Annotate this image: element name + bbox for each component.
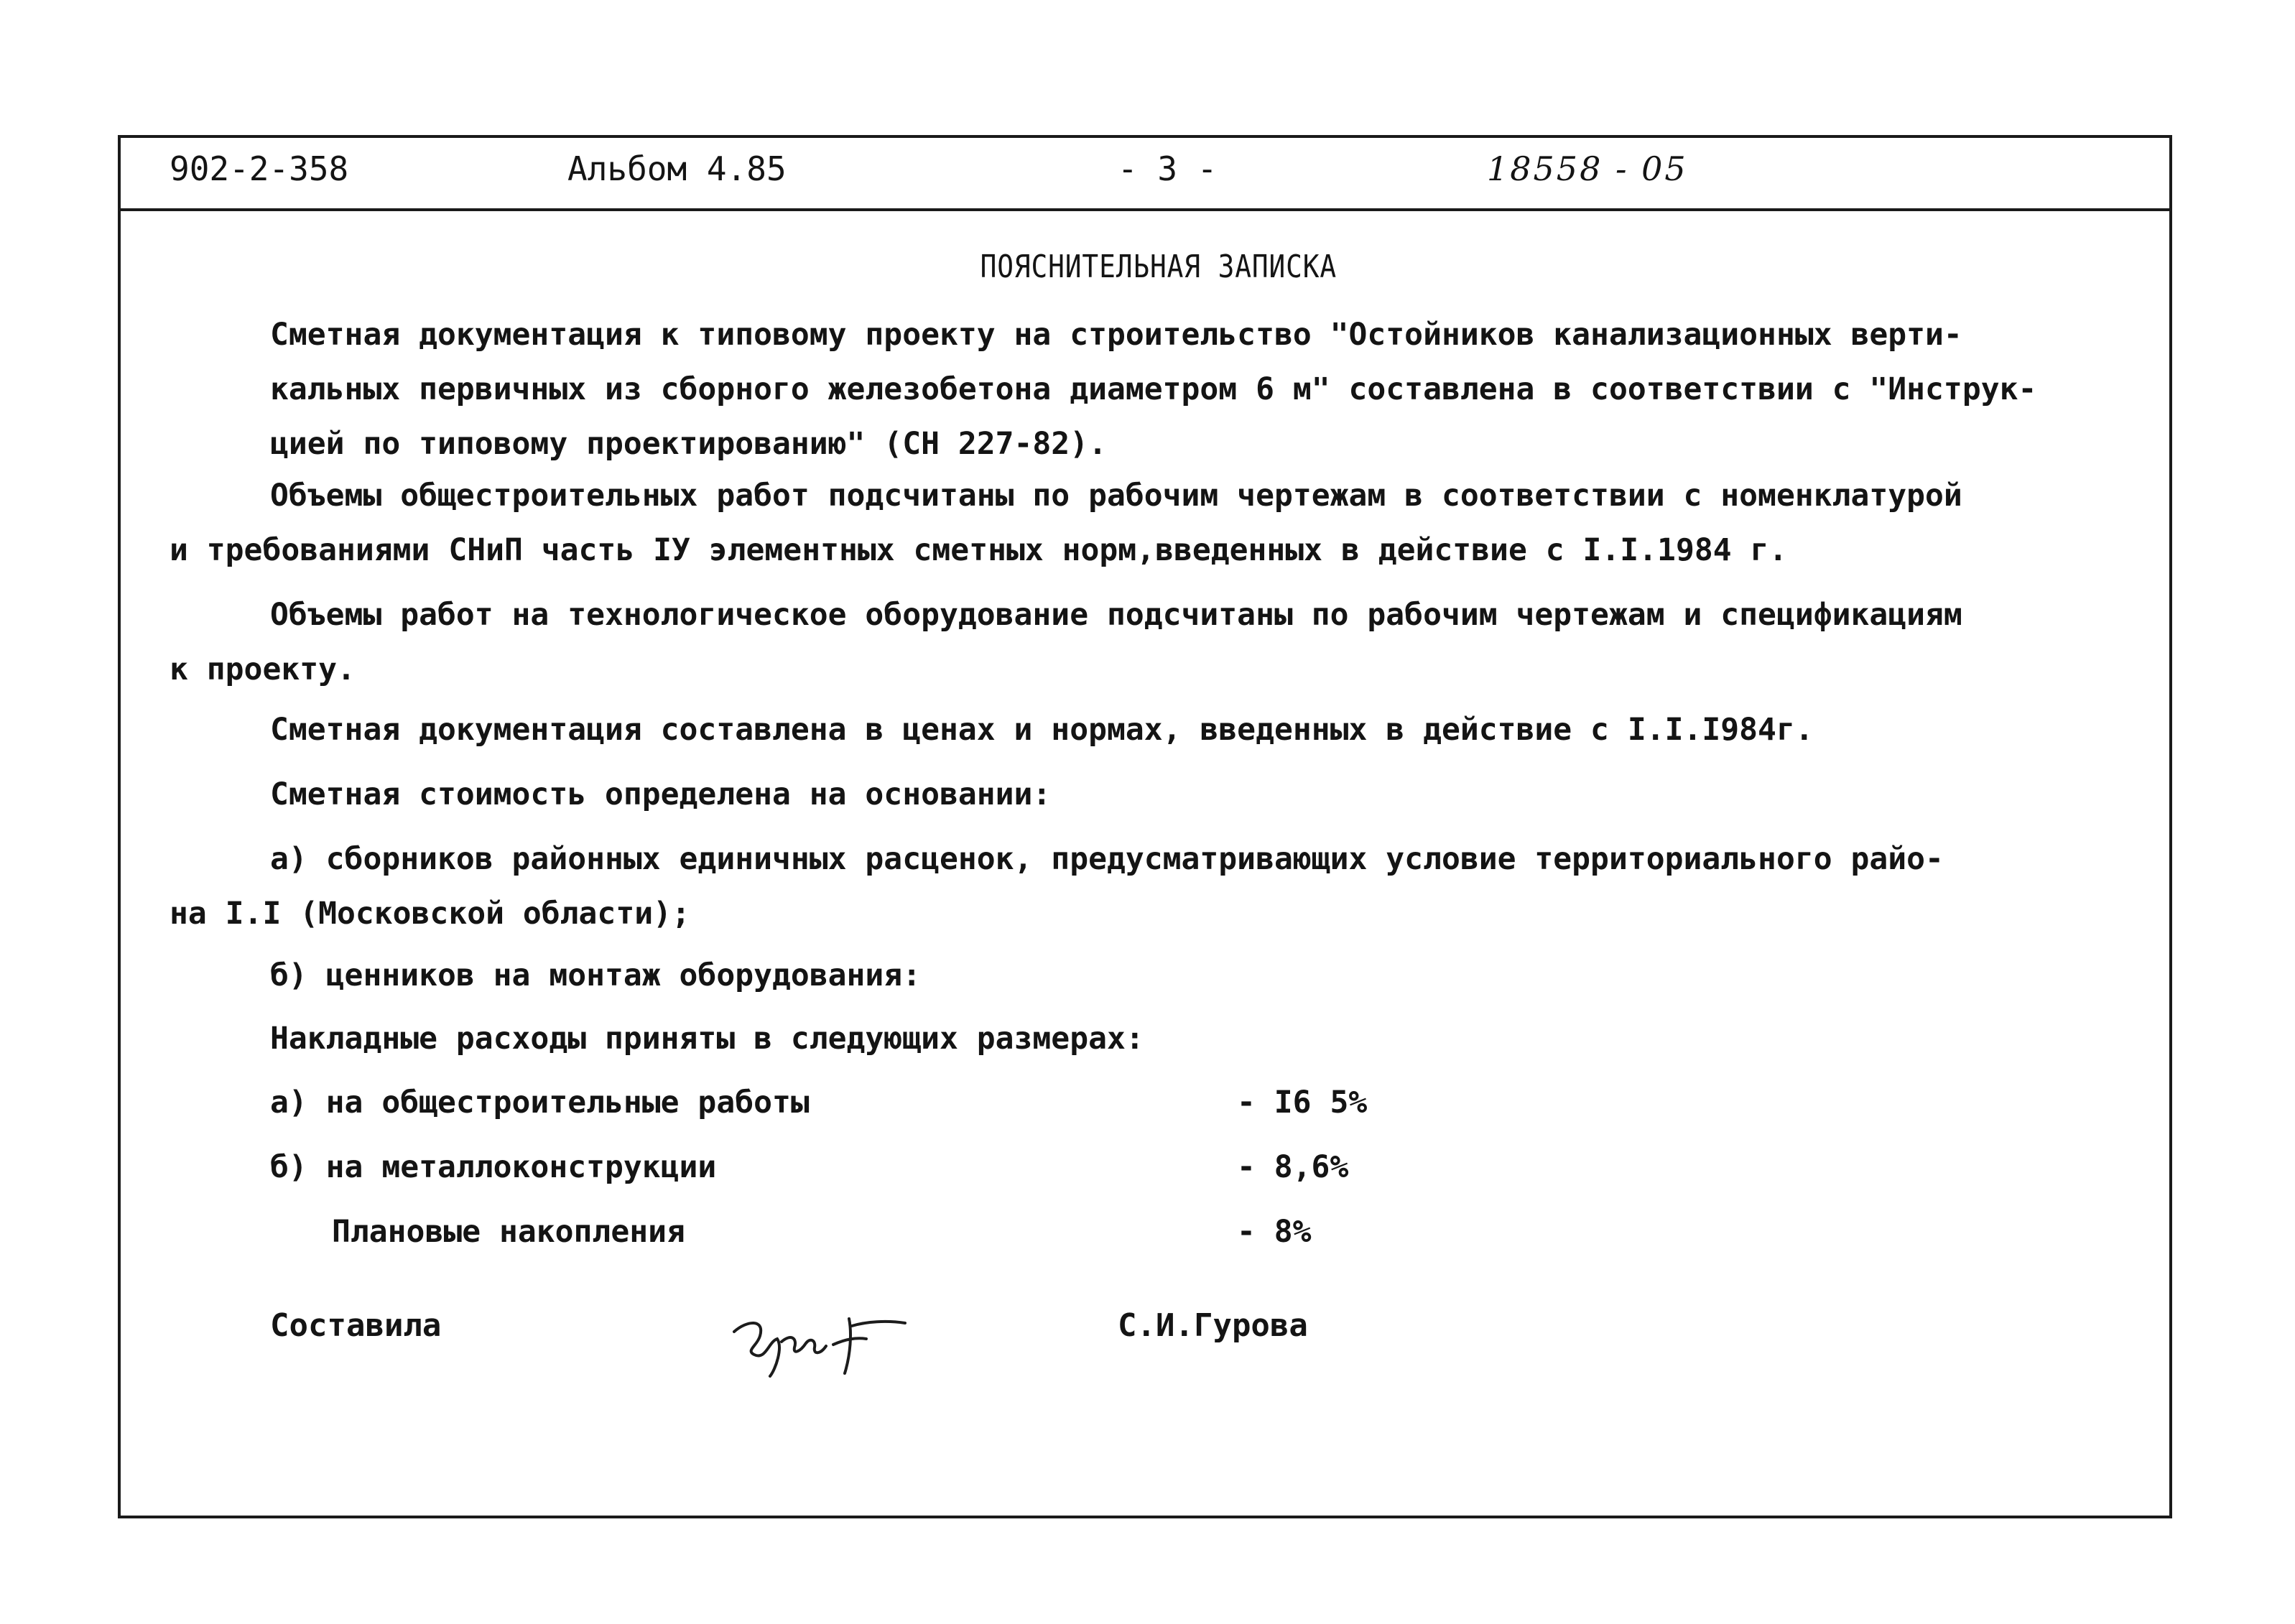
rate-value: - I6 5% (1237, 1085, 1368, 1120)
rate-value: - 8% (1237, 1214, 1312, 1250)
signoff-label: Составила (270, 1307, 442, 1344)
document-code: 902-2-358 (170, 149, 349, 188)
paragraph-basis-b: б) ценников на монтаж оборудования: (270, 957, 922, 993)
rate-label: Плановые накопления (332, 1214, 685, 1250)
paragraph-prices: Сметная документация составлена в ценах и нормах, введенных в действие с I.I.I984г. (270, 712, 1814, 748)
paragraph-volumes-construction (170, 468, 1962, 577)
handwritten-registration-number: 18558 - 05 (1487, 149, 1688, 188)
album-label: Альбом 4.85 (567, 149, 787, 188)
paragraph-overheads: Накладные расходы приняты в следующих размерах: (270, 1021, 1144, 1057)
text-line: Объемы работ на технологическое оборудование подсчитаны по рабочим чертежам и спецификациям (270, 597, 1962, 633)
text-line: Сметная документация к типовому проекту на строительство "Остойников канализационных верти- (270, 317, 1962, 353)
rate-value: - 8,6% (1237, 1149, 1349, 1185)
page-number: - 3 - (1118, 149, 1218, 188)
text-line: к проекту. (170, 651, 356, 687)
header-divider (118, 208, 2172, 211)
paragraph-intro (170, 307, 2036, 471)
text-line: на I.I (Московской области); (170, 896, 690, 932)
text-line: цией по типовому проектированию" (СН 227-82). (270, 426, 1107, 462)
rate-label: а) на общестроительные работы (270, 1085, 810, 1120)
text-line: кальных первичных из сборного железобетона диаметром 6 м" составлена в соответствии с "Инструк- (270, 371, 2037, 407)
paragraph-basis-a (170, 832, 1944, 941)
paragraph-basis: Сметная стоимость определена на основании: (270, 776, 1052, 812)
signoff-name: С.И.Гурова (1118, 1307, 1308, 1344)
page-title: ПОЯСНИТЕЛЬНАЯ ЗАПИСКА (980, 249, 1337, 285)
handwritten-signature (725, 1304, 912, 1383)
text-line: и требованиями СНиП часть IУ элементных сметных норм,введенных в действие с I.I.1984 г. (170, 532, 1788, 568)
text-line: а) сборников районных единичных расценок, предусматривающих условие территориального райо- (270, 841, 1944, 877)
text-line: Объемы общестроительных работ подсчитаны по рабочим чертежам в соответствии с номенклатурой (270, 478, 1962, 514)
paragraph-volumes-equipment (170, 588, 1962, 697)
rate-label: б) на металлоконструкции (270, 1149, 717, 1185)
